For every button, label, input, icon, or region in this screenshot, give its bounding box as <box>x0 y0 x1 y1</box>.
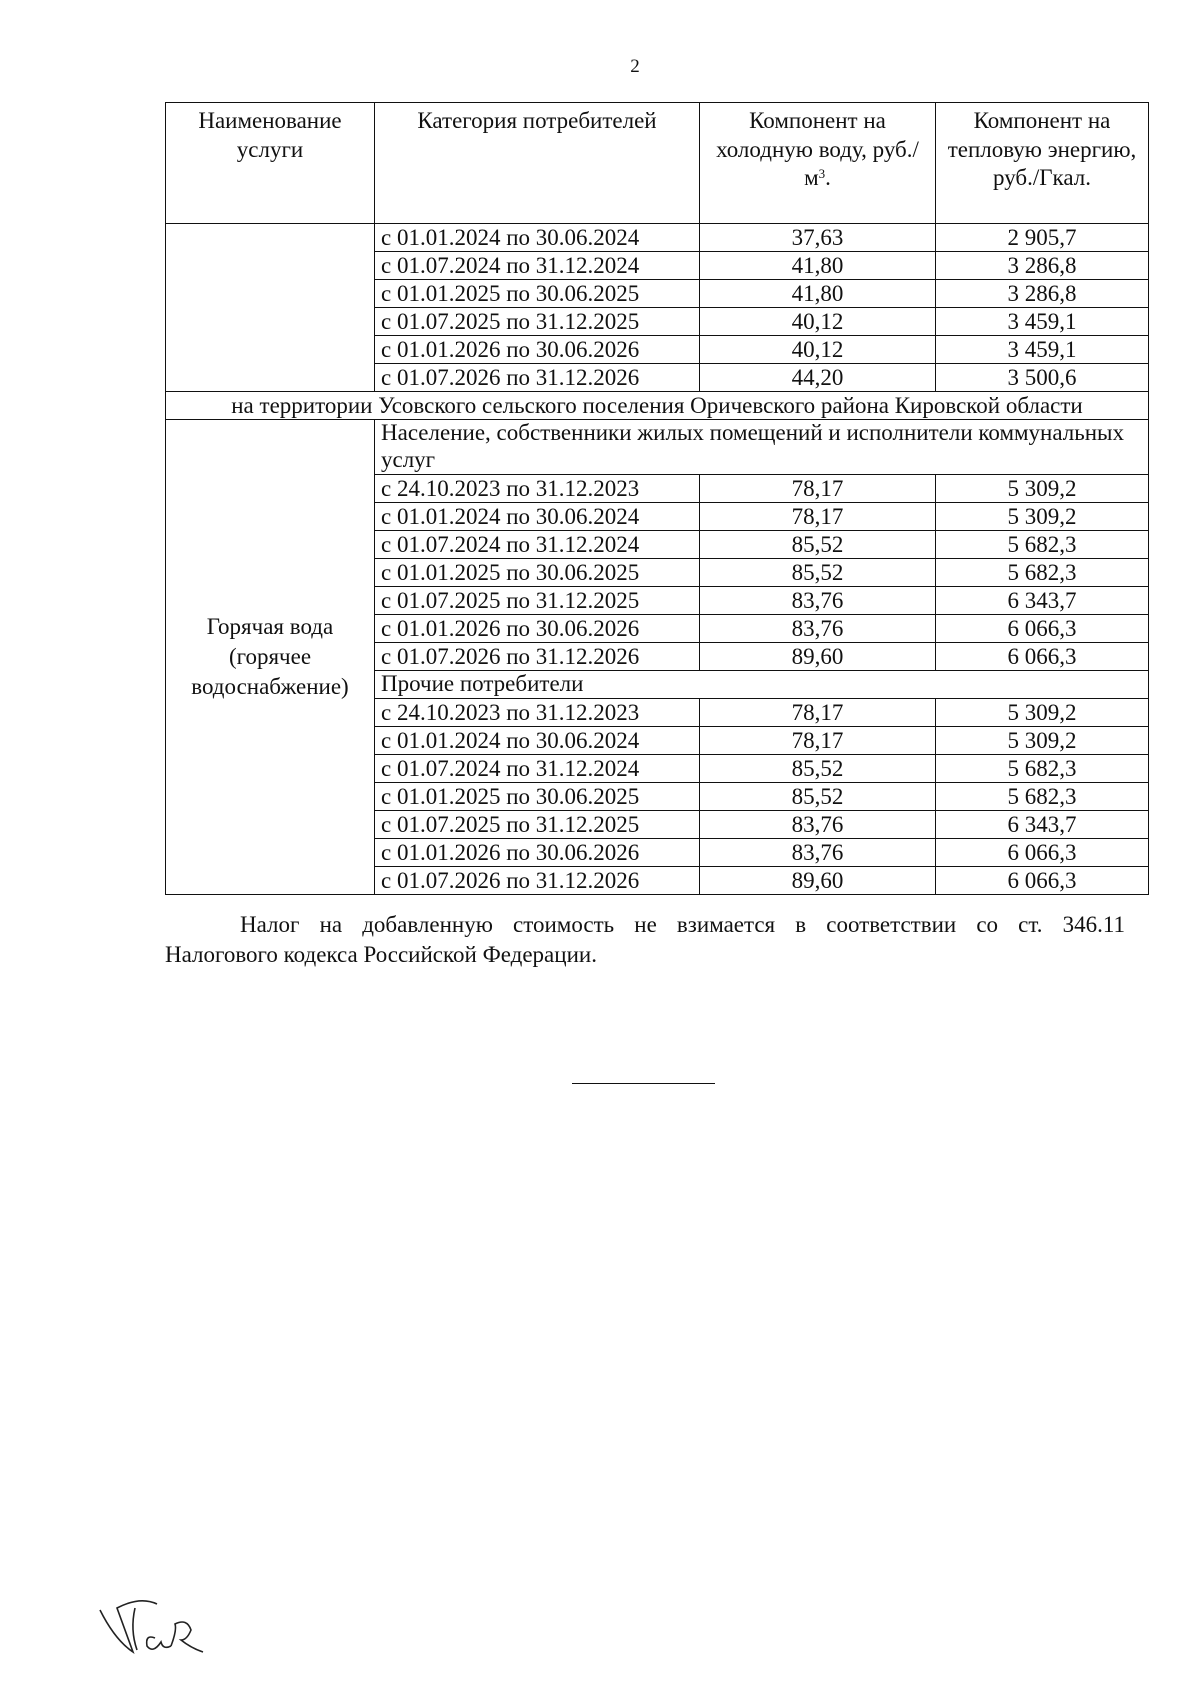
period-cell: с 01.07.2026 по 31.12.2026 <box>375 642 700 670</box>
header-cold-water: Компонент на холодную воду, $руб./м^3$. <box>700 103 936 224</box>
heat-energy-value: 3 286,8 <box>936 252 1149 280</box>
heat-energy-value: 5 682,3 <box>936 782 1149 810</box>
table-header-row <box>166 103 1149 224</box>
end-divider <box>572 1083 715 1084</box>
cold-water-value: 37,63 <box>700 224 936 252</box>
cold-water-value: 85,52 <box>700 754 936 782</box>
heat-energy-value: 6 066,3 <box>936 614 1149 642</box>
vat-note-line-1: Налог на добавленную стоимость не взимается в соответствии со ст. 346.11 <box>240 912 1125 937</box>
heat-energy-value: 6 343,7 <box>936 586 1149 614</box>
signature-image <box>95 1590 215 1660</box>
group-row <box>166 420 1149 475</box>
heat-energy-value: 3 286,8 <box>936 280 1149 308</box>
period-cell: с 24.10.2023 по 31.12.2023 <box>375 698 700 726</box>
period-cell: с 01.01.2025 по 30.06.2025 <box>375 280 700 308</box>
heat-energy-value: 2 905,7 <box>936 224 1149 252</box>
period-cell: с 01.01.2025 по 30.06.2025 <box>375 558 700 586</box>
cold-water-value: 85,52 <box>700 530 936 558</box>
period-cell: с 01.07.2026 по 31.12.2026 <box>375 866 700 894</box>
cold-water-value: 83,76 <box>700 838 936 866</box>
heat-energy-value: 3 459,1 <box>936 336 1149 364</box>
consumer-group-label: Прочие потребители <box>375 670 1149 698</box>
period-cell: с 01.01.2024 по 30.06.2024 <box>375 224 700 252</box>
period-cell: с 01.07.2025 по 31.12.2025 <box>375 810 700 838</box>
territory-label: на территории Усовского сельского поселения Оричевского района Кировской области <box>166 392 1149 420</box>
table-row <box>166 224 1149 252</box>
period-cell: с 01.01.2026 по 30.06.2026 <box>375 838 700 866</box>
header-heat-energy: Компонент на тепловую энергию, руб./Гкал. <box>936 103 1149 224</box>
heat-energy-value: 5 309,2 <box>936 726 1149 754</box>
heat-energy-value: 6 066,3 <box>936 866 1149 894</box>
period-cell: с 24.10.2023 по 31.12.2023 <box>375 474 700 502</box>
cold-water-value: 41,80 <box>700 252 936 280</box>
cold-water-value: 78,17 <box>700 474 936 502</box>
cold-water-value: 83,76 <box>700 810 936 838</box>
vat-note-line-2: Налогового кодекса Российской Федерации. <box>165 941 597 967</box>
heat-energy-value: 5 682,3 <box>936 530 1149 558</box>
heat-energy-value: 6 066,3 <box>936 838 1149 866</box>
cold-water-value: 41,80 <box>700 280 936 308</box>
period-cell: с 01.01.2026 по 30.06.2026 <box>375 614 700 642</box>
cold-water-value: 89,60 <box>700 642 936 670</box>
period-cell: с 01.01.2024 по 30.06.2024 <box>375 502 700 530</box>
heat-energy-value: 6 343,7 <box>936 810 1149 838</box>
cold-water-value: 89,60 <box>700 866 936 894</box>
period-cell: с 01.07.2024 по 31.12.2024 <box>375 252 700 280</box>
period-cell: с 01.01.2025 по 30.06.2025 <box>375 782 700 810</box>
heat-energy-value: 5 682,3 <box>936 558 1149 586</box>
cold-water-value: 83,76 <box>700 586 936 614</box>
cold-water-value: 44,20 <box>700 364 936 392</box>
heat-energy-value: 5 309,2 <box>936 474 1149 502</box>
cold-water-value: 78,17 <box>700 502 936 530</box>
header-category: Категория потребителей <box>375 103 700 224</box>
page-number: 2 <box>630 56 640 77</box>
heat-energy-value: 3 500,6 <box>936 364 1149 392</box>
cold-water-value: 78,17 <box>700 698 936 726</box>
header-service: Наименование услуги <box>166 103 375 224</box>
cold-water-value: 83,76 <box>700 614 936 642</box>
heat-energy-value: 5 309,2 <box>936 502 1149 530</box>
cold-water-value: 85,52 <box>700 558 936 586</box>
consumer-group-label: Население, собственники жилых помещений и исполнители коммунальных услуг <box>375 420 1149 475</box>
cold-water-value: 40,12 <box>700 308 936 336</box>
cold-water-value: 78,17 <box>700 726 936 754</box>
heat-energy-value: 5 682,3 <box>936 754 1149 782</box>
period-cell: с 01.07.2024 по 31.12.2024 <box>375 754 700 782</box>
heat-energy-value: 5 309,2 <box>936 698 1149 726</box>
period-cell: с 01.07.2025 по 31.12.2025 <box>375 586 700 614</box>
period-cell: с 01.07.2024 по 31.12.2024 <box>375 530 700 558</box>
service-hot-water: Горячая вода (горячее водоснабжение) <box>166 420 375 895</box>
period-cell: с 01.01.2024 по 30.06.2024 <box>375 726 700 754</box>
cold-water-value: 85,52 <box>700 782 936 810</box>
period-cell: с 01.01.2026 по 30.06.2026 <box>375 336 700 364</box>
tariff-table <box>165 102 1149 895</box>
cold-water-value: 40,12 <box>700 336 936 364</box>
heat-energy-value: 3 459,1 <box>936 308 1149 336</box>
territory-row <box>166 392 1149 420</box>
service-cell-continued <box>166 224 375 392</box>
period-cell: с 01.07.2025 по 31.12.2025 <box>375 308 700 336</box>
heat-energy-value: 6 066,3 <box>936 642 1149 670</box>
table-body <box>166 224 1149 895</box>
vat-note <box>165 910 1125 970</box>
period-cell: с 01.07.2026 по 31.12.2026 <box>375 364 700 392</box>
